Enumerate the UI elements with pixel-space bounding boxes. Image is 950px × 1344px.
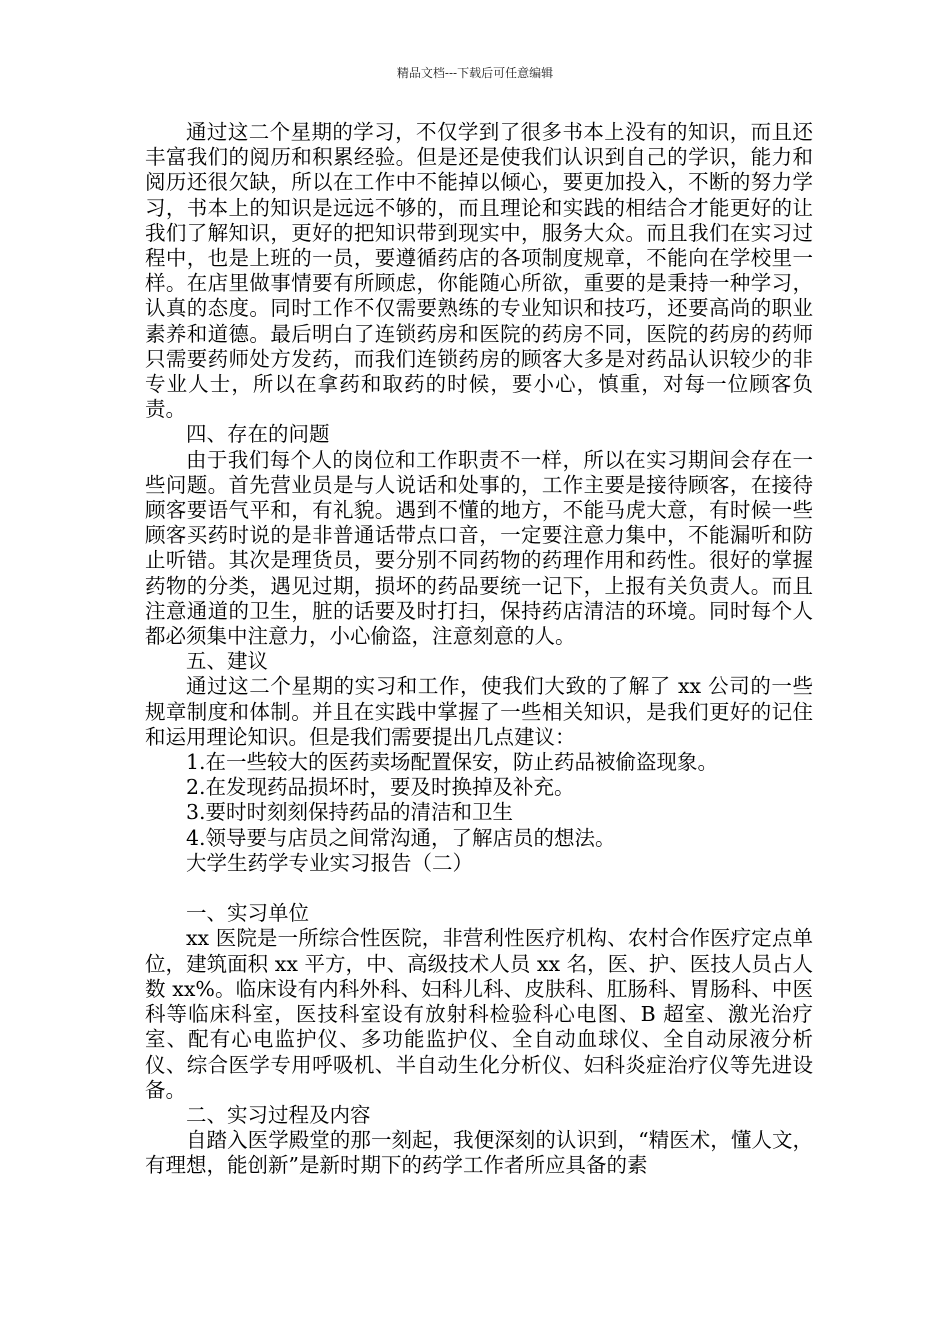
suggestion-item: 3.要时时刻刻保持药品的清洁和卫生: [186, 800, 514, 825]
report-title: 大学生药学专业实习报告（二）: [186, 850, 473, 875]
paragraph-problems: 由于我们每个人的岗位和工作职责不一样，所以在实习期间会存在一些问题。首先营业员是与人说话和处事的，工作主要是接待顾客，在接待顾客要语气平和，有礼貌。遇到不懂的地方，不能马虎大意，有时候一些顾客买药时说的是非普通话带点口音，一定要注意力集中，不能漏听和防止听错。其次是理货员，要分别不同药物的药理作用和药性。很好的掌握药物的分类，遇见过期，损坏的药品要统一记下，上报有关负责人。而且注意通道的卫生，脏的话要及时打扫，保持药店清洁的环境。同时每个人都必须集中注意力，小心偷盗，注意刻意的人。: [145, 447, 813, 649]
page-header: 精品文档---下载后可任意编辑: [396, 66, 554, 80]
section-heading-process: 二、实习过程及内容: [186, 1102, 371, 1127]
suggestion-item: 1.在一些较大的医药卖场配置保安，防止药品被偷盗现象。: [186, 750, 719, 775]
blank-line: [145, 876, 813, 901]
section-heading-suggestions: 五、建议: [186, 649, 268, 674]
suggestion-item: 4.领导要与店员之间常沟通，了解店员的想法。: [186, 825, 616, 850]
paragraph-summary: 通过这二个星期的学习，不仅学到了很多书本上没有的知识，而且还丰富我们的阅历和积累经验。但是还是使我们认识到自己的学识，能力和阅历还很欠缺，所以在工作中不能掉以倾心，要更加投入，不断的努力学习，书本上的知识是远远不够的，而且理论和实践的相结合才能更好的让我们了解知识，更好的把知识带到现实中，服务大众。而且我们在实习过程中，也是上班的一员，要遵循药店的各项制度规章，不能向在学校里一样。在店里做事情要有所顾虑，你能随心所欲，重要的是秉持一种学习，认真的态度。同时工作不仅需要熟练的专业知识和技巧，还要高尚的职业素养和道德。最后明白了连锁药房和医院的药房不同，医院的药房的药师只需要药师处方发药，而我们连锁药房的顾客大多是对药品认识较少的非专业人士，所以在拿药和取药的时候，要小心，慎重，对每一位顾客负责。: [145, 120, 813, 422]
suggestion-item: 2.在发现药品损坏时，要及时换掉及补充。: [186, 775, 575, 800]
paragraph-process: 自踏入医学殿堂的那一刻起，我便深刻的认识到，“精医术，懂人文，有理想，能创新”是新时期下的药学工作者所应具备的素: [145, 1128, 813, 1178]
document-body: [145, 120, 813, 1179]
paragraph-unit: xx 医院是一所综合性医院，非营利性医疗机构、农村合作医疗定点单位，建筑面积 xx 平方，中、高级技术人员 xx 名，医、护、医技人员占人数 xx%。临床设有内科外科、妇科儿科、皮肤科、肛肠科、胃肠科、中医科等临床科室，医技科室设有放射科检验科心电图、B 超室、激光治疗室、配有心电监护仪、多功能监护仪、全自动血球仪、全自动尿液分析仪、综合医学专用呼吸机、半自动生化分析仪、妇科炎症治疗仪等先进设备。: [145, 926, 813, 1102]
paragraph-suggestions-intro: 通过这二个星期的实习和工作，使我们大致的了解了 xx 公司的一些规章制度和体制。并且在实践中掌握了一些相关知识，是我们更好的记住和运用理论知识。但是我们需要提出几点建议：: [145, 674, 813, 749]
section-heading-unit: 一、实习单位: [186, 901, 309, 926]
section-heading-problems: 四、存在的问题: [186, 422, 330, 447]
